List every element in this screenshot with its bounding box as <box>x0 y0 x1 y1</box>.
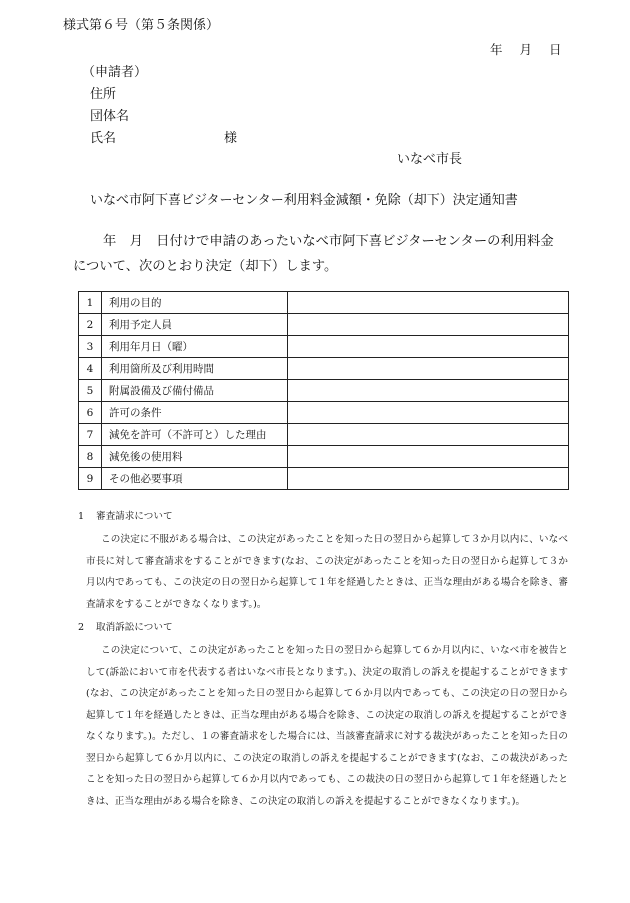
row-number: 5 <box>79 380 102 402</box>
note-heading-appeal <box>78 508 568 526</box>
date-line: 年 月 日 <box>490 42 562 57</box>
row-label: 許可の条件 <box>102 402 288 424</box>
row-value <box>288 314 569 336</box>
table-row <box>79 468 569 490</box>
row-number: 8 <box>79 446 102 468</box>
intro-paragraph <box>73 229 573 279</box>
row-value <box>288 336 569 358</box>
issuer-mayor: いなべ市長 <box>397 152 463 167</box>
note-heading-text: 審査請求について <box>96 511 173 522</box>
row-value <box>288 358 569 380</box>
row-value <box>288 292 569 314</box>
intro-line-1: 年 月 日付けで申請のあったいなべ市阿下喜ビジターセンターの利用料金 <box>103 234 554 249</box>
row-value <box>288 402 569 424</box>
note-number: 1 <box>78 511 85 522</box>
row-value <box>288 446 569 468</box>
decision-items-table <box>78 291 569 490</box>
row-label: 利用予定人員 <box>102 314 288 336</box>
row-number: 3 <box>79 336 102 358</box>
intro-line-2: について、次のとおり決定（却下）します。 <box>73 259 338 274</box>
table-row <box>79 358 569 380</box>
row-number: 7 <box>79 424 102 446</box>
table-row <box>79 424 569 446</box>
row-value <box>288 468 569 490</box>
row-label: 利用年月日（曜） <box>102 336 288 358</box>
form-number: 様式第６号（第５条関係） <box>63 18 220 33</box>
row-label: 利用箇所及び利用時間 <box>102 358 288 380</box>
address-label: 住所 <box>90 87 117 102</box>
row-label: 減免を許可（不許可と）した理由 <box>102 424 288 446</box>
row-number: 2 <box>79 314 102 336</box>
row-value <box>288 424 569 446</box>
row-label: 附属設備及び備付備品 <box>102 380 288 402</box>
document-title: いなべ市阿下喜ビジターセンター利用料金減額・免除（却下）決定通知書 <box>90 193 518 208</box>
note-body-appeal: この決定に不服がある場合は、この決定があったことを知った日の翌日から起算して３か月以内に、いなべ市長に対して審査請求をすることができます(なお、この決定があったことを知った日の翌日から起算して３か月以内であっても、この決定の日の翌日から起算して１年を経過したときは、正当な理由がある場合を除き、審査請求をすることができなくなります。)。 <box>86 534 568 610</box>
table-row <box>79 402 569 424</box>
note-heading-lawsuit <box>78 619 568 637</box>
note-body-lawsuit: この決定について、この決定があったことを知った日の翌日から起算して６か月以内に、いなべ市を被告として(訴訟において市を代表する者はいなべ市長となります。)、決定の取消しの訴えを提起することができます(なお、この決定があったことを知った日の翌日から起算して６か月以内であっても、この決定の日の翌日から起算して１年を経過したときは、正当な理由がある場合を除き、この決定の取消しの訴えを提起することができなくなります。)。ただし、１の審査請求をした場合には、当該審査請求に対する裁決があったことを知った日の翌日から起算して６か月以内に、この決定の取消しの訴えを提起することができます(なお、この裁決があったことを知った日の翌日から起算して６か月以内であっても、この裁決の日の翌日から起算して１年を経過したときは、正当な理由がある場合を除き、この決定の取消しの訴えを提起することができなくなります。)。 <box>86 645 568 807</box>
table-row <box>79 380 569 402</box>
table-row <box>79 446 569 468</box>
table-row <box>79 292 569 314</box>
applicant-heading: （申請者） <box>82 65 148 80</box>
row-number: 4 <box>79 358 102 380</box>
honorific: 様 <box>224 131 238 146</box>
row-value <box>288 380 569 402</box>
row-label: その他必要事項 <box>102 468 288 490</box>
note-number: 2 <box>78 622 85 633</box>
row-label: 減免後の使用料 <box>102 446 288 468</box>
row-number: 9 <box>79 468 102 490</box>
row-label: 利用の目的 <box>102 292 288 314</box>
note-heading-text: 取消訴訟について <box>96 622 173 633</box>
name-label: 氏名 <box>90 131 117 146</box>
group-name-label: 団体名 <box>90 109 130 124</box>
row-number: 1 <box>79 292 102 314</box>
notes-section <box>78 508 568 816</box>
row-number: 6 <box>79 402 102 424</box>
table-row <box>79 336 569 358</box>
table-row <box>79 314 569 336</box>
